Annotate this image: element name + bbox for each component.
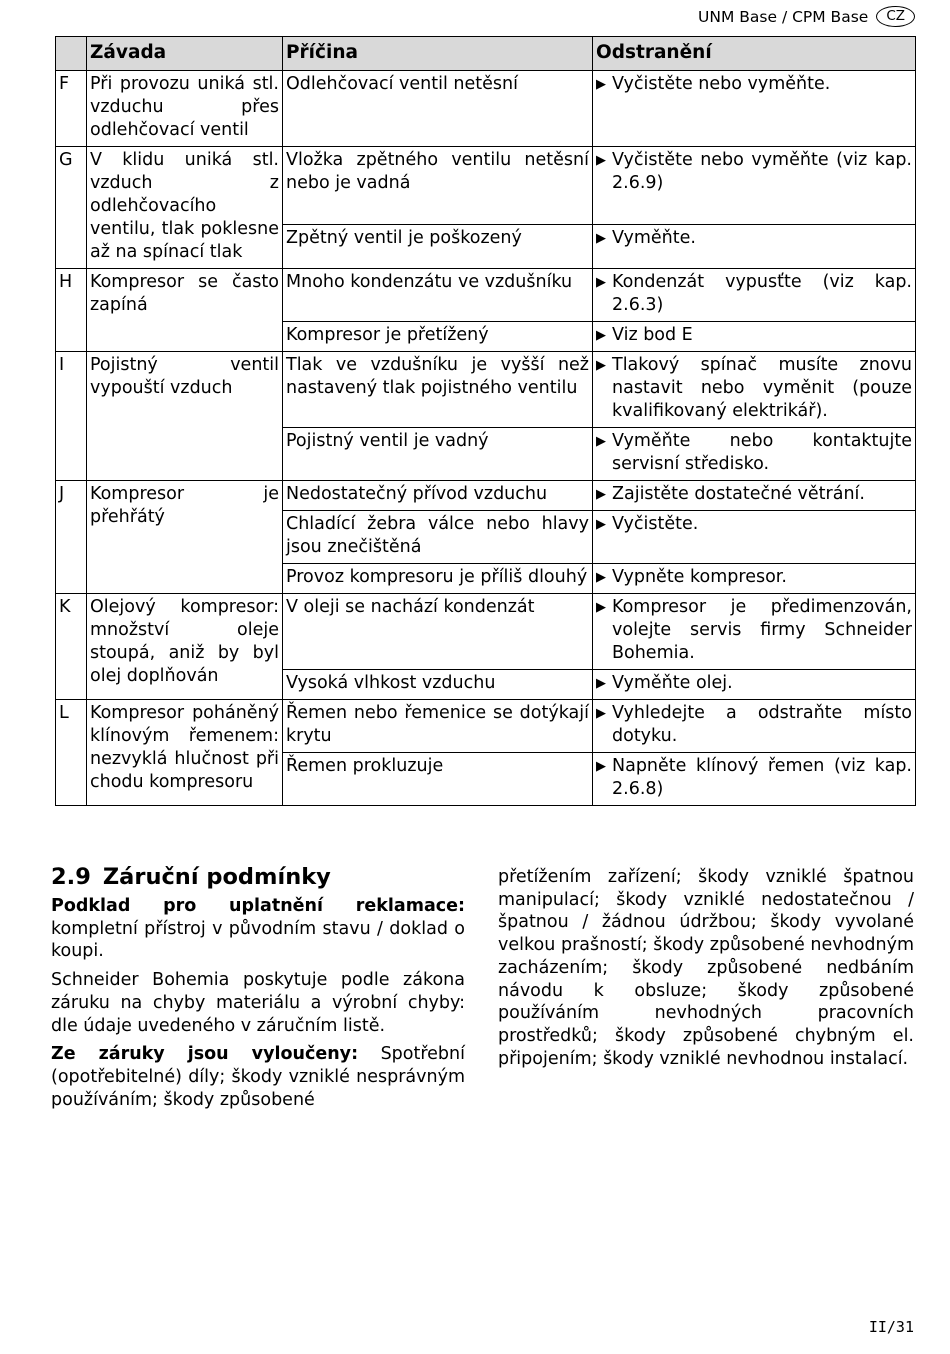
- claim-text: kompletní přístroj v původním stavu / doklad o koupi.: [51, 918, 465, 962]
- remedy-text: Kondenzát vypusťte (viz kap. 2.6.3): [612, 272, 912, 315]
- remedy-cell: [593, 352, 916, 428]
- remedy-text: Vypněte kompresor.: [612, 567, 787, 587]
- table-header-row: [56, 37, 916, 71]
- cause-cell: Nedostatečný přívod vzduchu: [283, 481, 593, 511]
- cause-cell: Pojistný ventil je vadný: [283, 428, 593, 481]
- remedy-cell: [593, 700, 916, 753]
- claim-label: Podklad pro uplatnění reklamace:: [51, 896, 465, 916]
- remedy-item: [596, 271, 912, 317]
- remedy-cell: [593, 594, 916, 670]
- table-body: [56, 71, 916, 806]
- bullet-arrow-icon: ▶: [596, 328, 606, 343]
- remedy-text: Vyčistěte nebo vyměňte.: [612, 74, 831, 94]
- remedy-item: [596, 324, 912, 347]
- bullet-arrow-icon: ▶: [596, 676, 606, 691]
- remedy-item: [596, 354, 912, 423]
- troubleshooting-table: [55, 36, 916, 806]
- remedy-cell: [593, 428, 916, 481]
- remedy-item: [596, 149, 912, 195]
- table-row: [56, 481, 916, 511]
- cause-cell: V oleji se nachází kondenzát: [283, 594, 593, 670]
- remedy-cell: [593, 670, 916, 700]
- remedy-item: [596, 596, 912, 665]
- remedy-text: Vyměňte olej.: [612, 673, 733, 693]
- header-cause: Příčina: [283, 37, 593, 71]
- bullet-arrow-icon: ▶: [596, 358, 606, 373]
- cause-cell: Mnoho kondenzátu ve vzdušníku: [283, 269, 593, 322]
- cause-cell: Kompresor je přetížený: [283, 322, 593, 352]
- bullet-arrow-icon: ▶: [596, 434, 606, 449]
- remedy-item: [596, 483, 912, 506]
- product-name: UNM Base / CPM Base: [698, 7, 869, 26]
- remedy-cell: [593, 481, 916, 511]
- remedy-item: [596, 755, 912, 801]
- cause-cell: Chladící žebra válce nebo hlavy jsou znečištěná: [283, 511, 593, 564]
- table-row: [56, 147, 916, 225]
- bullet-arrow-icon: ▶: [596, 275, 606, 290]
- fault-description: Při provozu uniká stl. vzduchu přes odlehčovací ventil: [87, 71, 283, 147]
- bullet-arrow-icon: ▶: [596, 759, 606, 774]
- bullet-arrow-icon: ▶: [596, 77, 606, 92]
- exclusions-paragraph: [51, 1043, 465, 1111]
- bullet-arrow-icon: ▶: [596, 230, 606, 246]
- bullet-arrow-icon: ▶: [596, 153, 606, 168]
- cause-cell: Řemen prokluzuje: [283, 753, 593, 806]
- bullet-arrow-icon: ▶: [596, 600, 606, 615]
- fault-code: K: [56, 594, 87, 700]
- cause-cell: Vysoká vlhkost vzduchu: [283, 670, 593, 700]
- fault-code: I: [56, 352, 87, 481]
- exclusions-text-left: Spotřební (opotřebitelné) díly; škody vzniklé nesprávným používáním; škody způsobené: [51, 1044, 465, 1110]
- remedy-item: [596, 513, 912, 536]
- claim-paragraph: [51, 895, 465, 963]
- remedy-text: Kompresor je předimenzován, volejte servis firmy Schneider Bohemia.: [612, 597, 912, 663]
- exclusions-label: Ze záruky jsou vyloučeny:: [51, 1044, 359, 1065]
- remedy-text: Zajistěte dostatečné větrání.: [612, 484, 865, 504]
- remedy-item: [596, 566, 912, 589]
- remedy-item: [596, 702, 912, 748]
- section-title: Záruční podmínky: [102, 864, 331, 890]
- table-row: [56, 269, 916, 322]
- remedy-cell: [593, 147, 916, 225]
- bullet-arrow-icon: ▶: [596, 517, 606, 532]
- fault-code: F: [56, 71, 87, 147]
- cause-cell: Řemen nebo řemenice se dotýkají krytu: [283, 700, 593, 753]
- cause-cell: Vložka zpětného ventilu netěsní nebo je vadná: [283, 147, 593, 225]
- remedy-cell: [593, 511, 916, 564]
- fault-description: Pojistný ventil vypouští vzduch: [87, 352, 283, 481]
- remedy-cell: [593, 564, 916, 594]
- exclusions-text-right: přetížením zařízení; škody vzniklé špatnou manipulací; škody vzniklé nedostatečnou / špatnou / žádnou údržbou; škody vyvolané velkou prašností; škody způsobené nevhodným zacházením; škody způsobené nedbáním návodu k obsluze; škody způsobené používáním nevhodných pracovních prostředků; škody způsobené chybným el. připojením; škody vzniklé nevhodnou instalací.: [498, 867, 914, 1069]
- remedy-cell: [593, 224, 916, 268]
- remedy-text: Vyčistěte nebo vyměňte (viz kap. 2.6.9): [612, 150, 912, 193]
- bullet-arrow-icon: ▶: [596, 706, 606, 721]
- remedy-text: Vyměňte nebo kontaktujte servisní středisko.: [612, 431, 912, 474]
- remedy-text: Napněte klínový řemen (viz kap. 2.6.8): [612, 756, 912, 799]
- fault-code: H: [56, 269, 87, 352]
- language-badge: CZ: [876, 6, 915, 27]
- remedy-text: Vyčistěte.: [612, 514, 699, 534]
- fault-description: Kompresor poháněný klínovým řemenem: nezvyklá hlučnost při chodu kompresoru: [87, 700, 283, 806]
- bullet-arrow-icon: ▶: [596, 570, 606, 585]
- header-fault: Závada: [87, 37, 283, 71]
- warranty-paragraph: Schneider Bohemia poskytuje podle zákona záruku na chyby materiálu a výrobní chyby: dle údaje uvedeného v záručním listě.: [51, 970, 465, 1036]
- table-row: [56, 594, 916, 670]
- page-number: II/31: [868, 1318, 914, 1336]
- warranty-section-left: [51, 864, 465, 1117]
- remedy-cell: [593, 71, 916, 147]
- section-number: 2.9: [51, 864, 91, 890]
- fault-description: V klidu uniká stl. vzduch z odlehčovacího ventilu, tlak poklesne až na spínací tlak: [87, 147, 283, 269]
- cause-cell: Zpětný ventil je poškozený: [283, 224, 593, 268]
- fault-description: Kompresor je přehřátý: [87, 481, 283, 594]
- remedy-cell: [593, 269, 916, 322]
- header-remedy: Odstranění: [593, 37, 916, 71]
- remedy-item: [596, 227, 912, 250]
- cause-cell: Tlak ve vzdušníku je vyšší než nastavený tlak pojistného ventilu: [283, 352, 593, 428]
- table-row: [56, 71, 916, 147]
- fault-code: J: [56, 481, 87, 594]
- cause-cell: Provoz kompresoru je příliš dlouhý: [283, 564, 593, 594]
- section-heading: [51, 864, 465, 891]
- cause-cell: Odlehčovací ventil netěsní: [283, 71, 593, 147]
- remedy-item: [596, 430, 912, 476]
- page-header: [698, 6, 915, 27]
- fault-code: G: [56, 147, 87, 269]
- fault-description: Kompresor se často zapíná: [87, 269, 283, 352]
- remedy-text: Tlakový spínač musíte znovu nastavit nebo vyměnit (pouze kvalifikovaný elektrikář).: [612, 355, 912, 421]
- remedy-text: Viz bod E: [612, 325, 693, 345]
- remedy-item: [596, 672, 912, 695]
- bullet-arrow-icon: ▶: [596, 487, 606, 502]
- remedy-text: Vyměňte.: [612, 227, 696, 248]
- header-code: [56, 37, 87, 71]
- table-row: [56, 700, 916, 753]
- fault-description: Olejový kompresor: množství oleje stoupá, aniž by byl olej doplňován: [87, 594, 283, 700]
- table-row: [56, 352, 916, 428]
- remedy-cell: [593, 753, 916, 806]
- fault-code: L: [56, 700, 87, 806]
- remedy-item: [596, 73, 912, 96]
- remedy-text: Vyhledejte a odstraňte místo dotyku.: [612, 703, 912, 746]
- remedy-cell: [593, 322, 916, 352]
